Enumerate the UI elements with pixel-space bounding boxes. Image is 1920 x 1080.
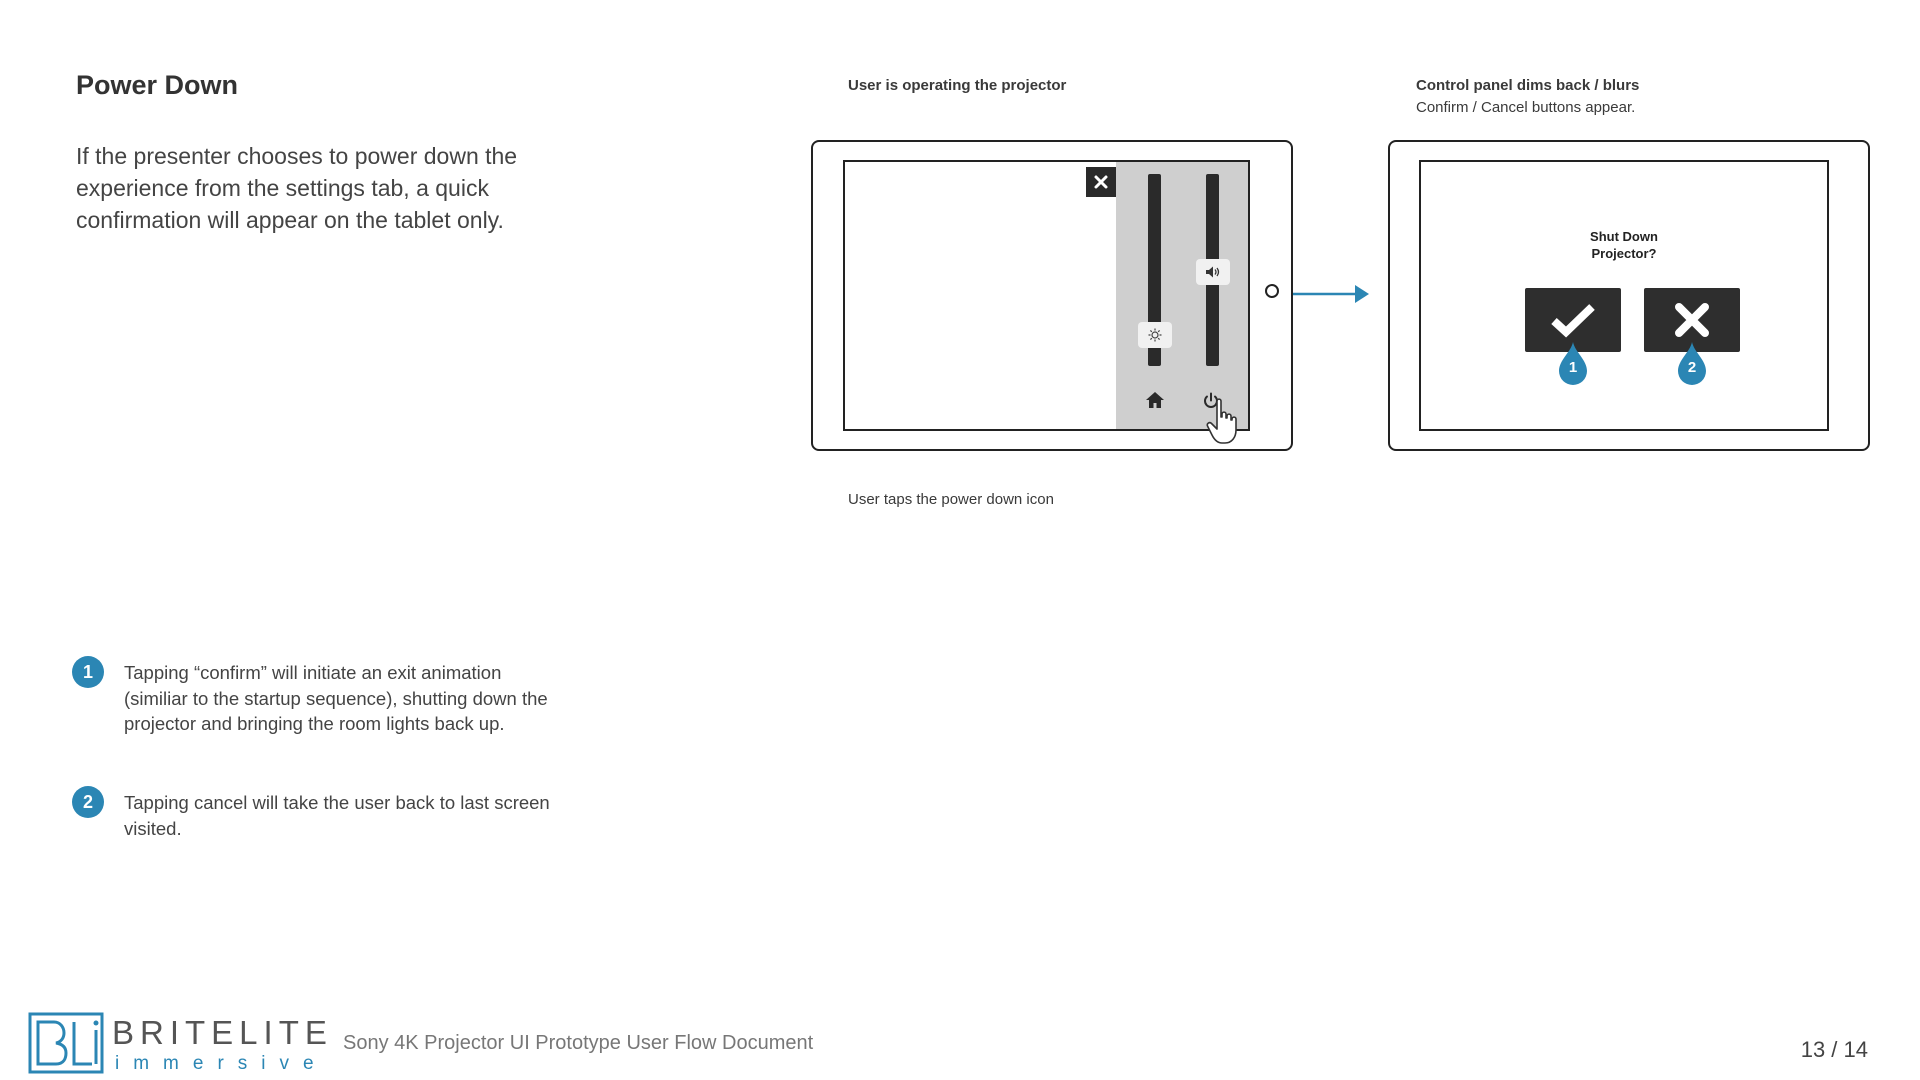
logo-subtitle: immersive <box>115 1053 328 1074</box>
tablet-step1-screen <box>843 160 1250 431</box>
note-text-1: Tapping “confirm” will initiate an exit animation (similiar to the startup sequence), shutting down the projector and bringing the room lights back up. <box>124 662 548 734</box>
volume-slider-knob[interactable] <box>1196 259 1230 285</box>
britelite-logo-mark <box>28 1012 104 1074</box>
brightness-slider-knob[interactable] <box>1138 322 1172 348</box>
step2-caption-title: Control panel dims back / blurs <box>1416 77 1640 94</box>
home-icon <box>1145 391 1165 409</box>
hand-pointer-icon <box>1206 397 1246 447</box>
volume-icon <box>1205 265 1221 279</box>
confirm-callout-number: 1 <box>1568 359 1578 376</box>
step2-caption: Confirm / Cancel buttons appear. <box>1416 99 1636 116</box>
brightness-icon <box>1148 328 1162 342</box>
close-icon <box>1093 174 1109 190</box>
logo-wordmark: BRITELITE <box>112 1014 333 1051</box>
home-button[interactable] <box>1145 391 1165 414</box>
note-badge-1: 1 <box>72 656 104 688</box>
tablet-step1 <box>811 140 1293 451</box>
close-button[interactable] <box>1086 167 1116 197</box>
page-number: 13 / 14 <box>1800 1037 1868 1062</box>
note-text-2: Tapping cancel will take the user back to last screen visited. <box>124 792 550 839</box>
flow-arrow <box>1293 282 1373 306</box>
cancel-callout <box>1677 342 1707 386</box>
x-icon <box>1673 301 1711 339</box>
page-title: Power Down <box>76 70 239 100</box>
confirm-title-line2: Projector? <box>1591 246 1657 261</box>
note-item-2 <box>72 786 552 841</box>
tablet-home-button <box>1265 284 1279 298</box>
confirm-title-line1: Shut Down <box>1590 229 1658 244</box>
cancel-callout-number: 2 <box>1687 359 1697 376</box>
intro-paragraph: If the presenter chooses to power down the experience from the settings tab, a quick confirmation will appear on the tablet only. <box>76 143 518 233</box>
control-panel <box>1116 162 1248 429</box>
checkmark-icon <box>1550 302 1596 338</box>
document-title: Sony 4K Projector UI Prototype User Flow Document <box>343 1032 814 1054</box>
tablet-step2 <box>1388 140 1870 451</box>
step1-caption: User is operating the projector <box>848 77 1067 94</box>
note-badge-2: 2 <box>72 786 104 818</box>
step1-bottom-caption: User taps the power down icon <box>848 491 1054 508</box>
confirm-callout <box>1558 342 1588 386</box>
tablet-step2-screen <box>1419 160 1829 431</box>
note-item-1 <box>72 656 552 737</box>
